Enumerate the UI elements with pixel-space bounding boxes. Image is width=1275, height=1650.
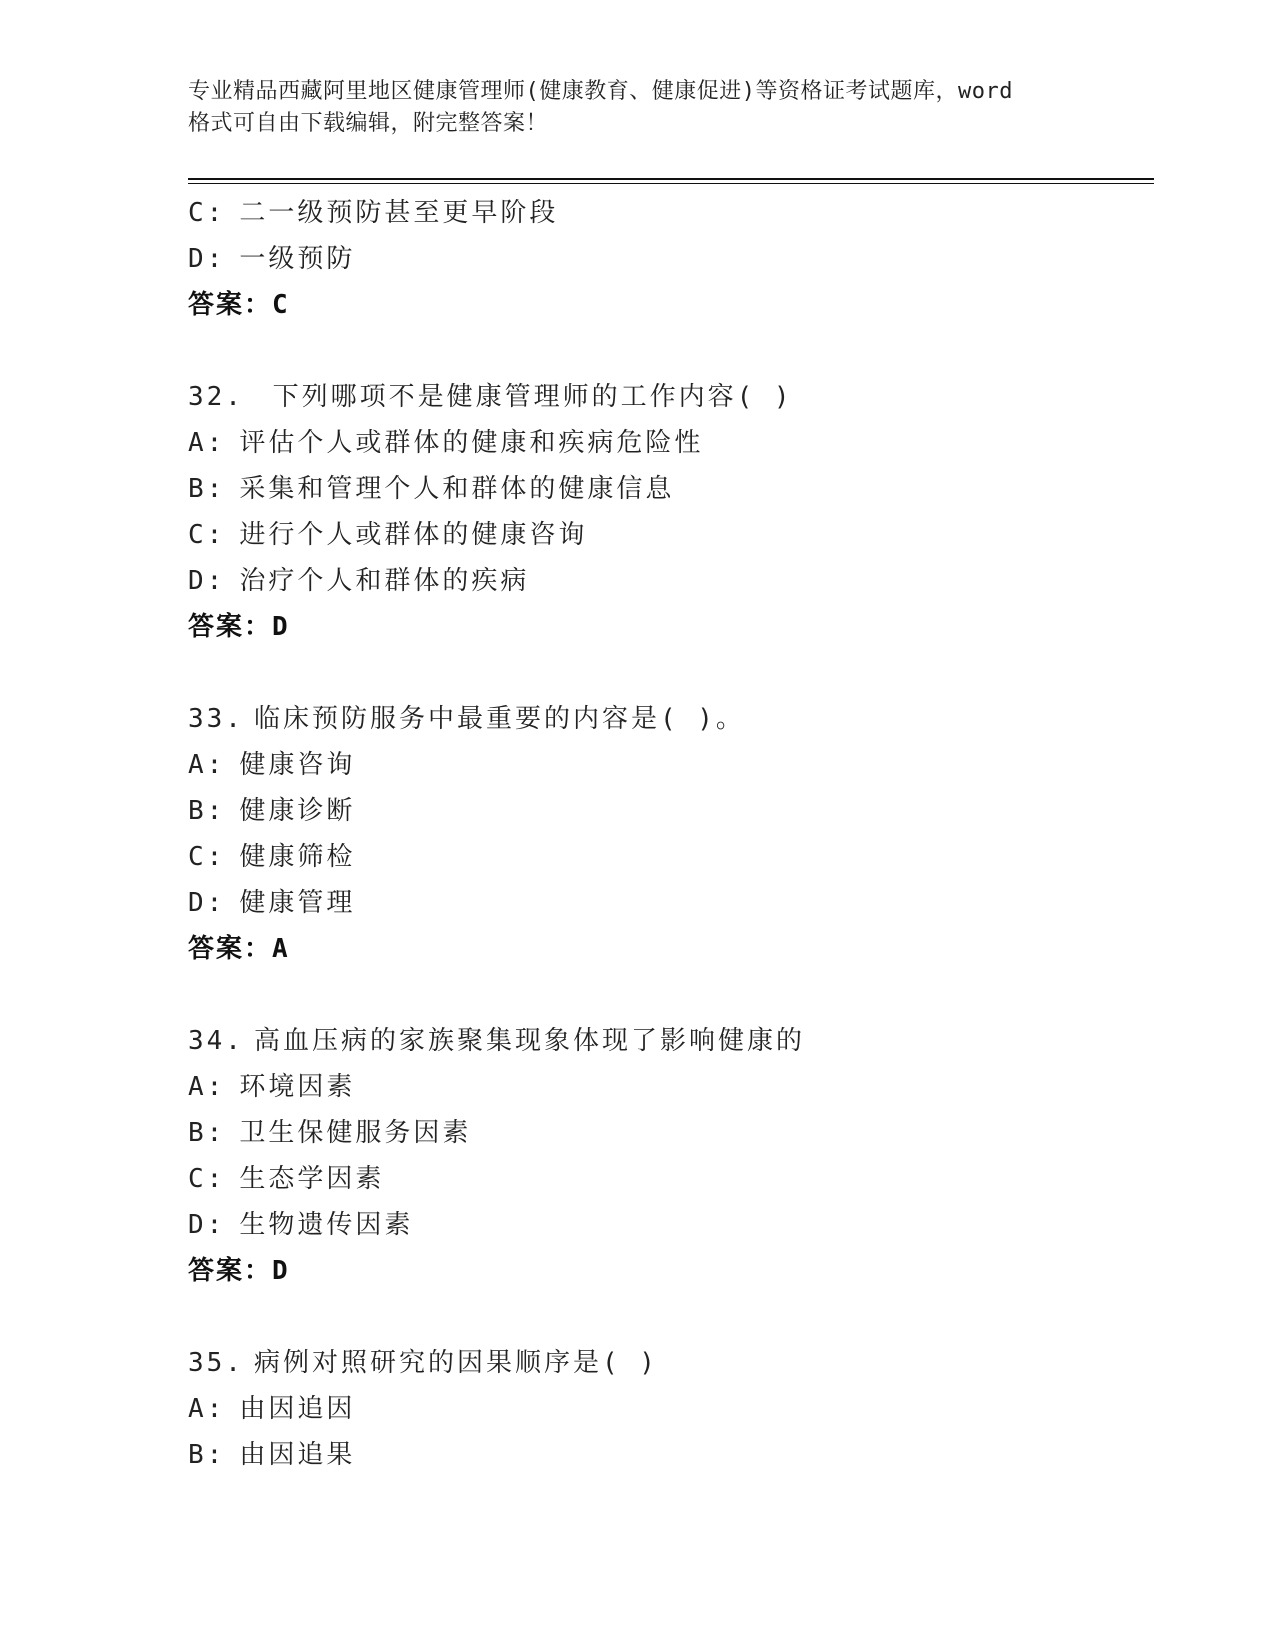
option-row [188, 788, 1128, 834]
option-row [188, 1110, 1128, 1156]
option-text: 生物遗传因素 [239, 1210, 414, 1240]
option-row [188, 512, 1128, 558]
option-text: 进行个人或群体的健康咨询 [239, 520, 588, 550]
document-header [188, 76, 1088, 140]
question-stem [188, 1340, 1128, 1386]
question-text: 临床预防服务中最重要的内容是( )。 [253, 704, 745, 734]
option-row [188, 1156, 1128, 1202]
option-key: A: [188, 750, 226, 780]
option-text: 由因追果 [239, 1440, 356, 1470]
option-text: 一级预防 [239, 244, 356, 274]
option-text: 卫生保健服务因素 [239, 1118, 472, 1148]
option-key: A: [188, 428, 226, 458]
option-key: C: [188, 198, 226, 228]
header-line-2: 格式可自由下载编辑，附完整答案！ [188, 111, 549, 136]
option-row [188, 236, 1128, 282]
option-key: B: [188, 796, 226, 826]
header-line-1: 专业精品西藏阿里地区健康管理师(健康教育、健康促进)等资格证考试题库，word [188, 79, 1013, 104]
option-text: 健康筛检 [239, 842, 356, 872]
option-text: 健康咨询 [239, 750, 356, 780]
option-row [188, 1386, 1128, 1432]
spacer [188, 972, 1128, 1018]
option-row [188, 420, 1128, 466]
question-number: 33. [188, 704, 244, 734]
header-divider-thick [188, 178, 1154, 180]
question-number: 35. [188, 1348, 244, 1378]
answer-line: 答案：A [188, 934, 290, 964]
option-row [188, 1064, 1128, 1110]
option-key: D: [188, 888, 226, 918]
option-text: 生态学因素 [239, 1164, 385, 1194]
option-row [188, 190, 1128, 236]
option-row [188, 1432, 1128, 1478]
option-row [188, 558, 1128, 604]
option-key: A: [188, 1072, 226, 1102]
question-number: 34. [188, 1026, 244, 1056]
question-stem [188, 696, 1128, 742]
question-text: 病例对照研究的因果顺序是( ) [253, 1348, 658, 1378]
option-text: 采集和管理个人和群体的健康信息 [239, 474, 675, 504]
option-text: 健康诊断 [239, 796, 356, 826]
option-row [188, 742, 1128, 788]
option-text: 二一级预防甚至更早阶段 [239, 198, 559, 228]
option-text: 健康管理 [239, 888, 356, 918]
option-key: B: [188, 474, 226, 504]
option-key: B: [188, 1118, 226, 1148]
question-stem [188, 1018, 1128, 1064]
answer-line: 答案：D [188, 612, 290, 642]
question-text: 下列哪项不是健康管理师的工作内容( ) [253, 382, 793, 412]
question-list [188, 190, 1128, 1478]
option-row [188, 1202, 1128, 1248]
option-key: C: [188, 520, 226, 550]
spacer [188, 1294, 1128, 1340]
spacer [188, 650, 1128, 696]
option-key: B: [188, 1440, 226, 1470]
option-text: 治疗个人和群体的疾病 [239, 566, 530, 596]
question-text: 高血压病的家族聚集现象体现了影响健康的 [253, 1026, 805, 1056]
header-divider-thin [188, 183, 1154, 184]
option-key: C: [188, 842, 226, 872]
option-row [188, 466, 1128, 512]
option-text: 评估个人或群体的健康和疾病危险性 [239, 428, 704, 458]
option-key: D: [188, 566, 226, 596]
question-number: 32. [188, 382, 244, 412]
option-key: D: [188, 244, 226, 274]
option-text: 由因追因 [239, 1394, 356, 1424]
question-stem [188, 374, 1128, 420]
spacer [188, 328, 1128, 374]
option-key: A: [188, 1394, 226, 1424]
option-row [188, 880, 1128, 926]
option-key: D: [188, 1210, 226, 1240]
answer-line: 答案：C [188, 290, 290, 320]
option-row [188, 834, 1128, 880]
option-key: C: [188, 1164, 226, 1194]
answer-line: 答案：D [188, 1256, 290, 1286]
option-text: 环境因素 [239, 1072, 356, 1102]
